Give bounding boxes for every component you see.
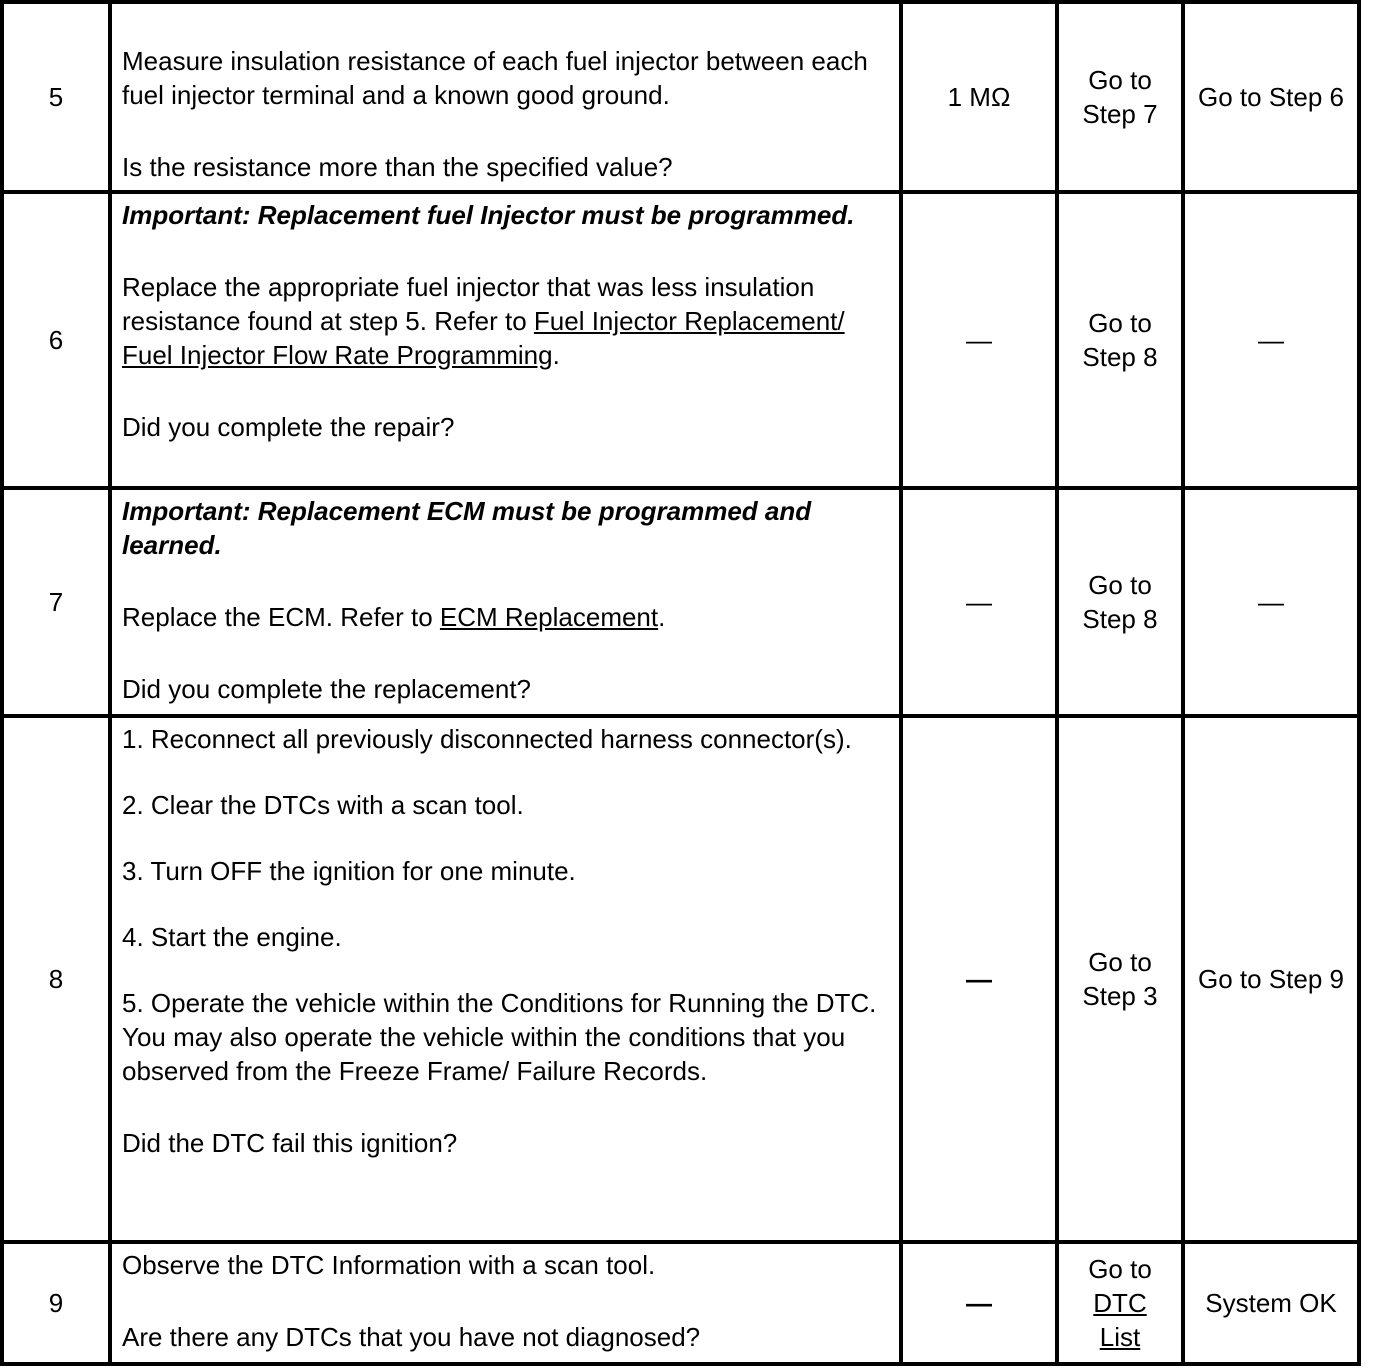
yes-text: Go to Step 7	[1082, 65, 1158, 129]
no-cell	[1183, 2, 1359, 192]
value-cell	[901, 716, 1057, 1242]
dash: —	[966, 587, 992, 617]
action-cell	[110, 1242, 901, 1364]
procedure-item: 3. Turn OFF the ignition for one minute.	[122, 856, 576, 886]
action-text: Replace the ECM. Refer to ECM Replacement.	[122, 602, 666, 632]
no-text: Go to Step 6	[1198, 82, 1344, 112]
action-cell	[110, 192, 901, 488]
value-cell	[901, 1242, 1057, 1364]
value-cell	[901, 488, 1057, 716]
value-cell	[901, 192, 1057, 488]
action-text: Replace the appropriate fuel injector that was less insulation resistance found at step 5. Refer to Fuel Injector Replacement/ Fuel Injector Flow Rate Programming.	[122, 272, 845, 370]
no-cell	[1183, 488, 1359, 716]
procedure-item: 5. Operate the vehicle within the Conditions for Running the DTC. You may also operate the vehicle within the conditions that you observed from the Freeze Frame/ Failure Records.	[122, 988, 877, 1086]
dash: —	[966, 964, 992, 994]
no-cell: System OK	[1183, 1242, 1359, 1364]
question-text: Are there any DTCs that you have not diagnosed?	[122, 1322, 701, 1352]
ecm-replacement-link[interactable]: ECM Replacement	[439, 602, 659, 632]
yes-cell	[1057, 716, 1183, 1242]
procedure-item: 2. Clear the DTCs with a scan tool.	[122, 790, 524, 820]
step-number: 9	[2, 1242, 110, 1364]
no-cell	[1183, 192, 1359, 488]
yes-text: Go to Step 8	[1082, 570, 1158, 634]
table-row	[2, 488, 1359, 716]
dash: —	[966, 325, 992, 355]
question-text: Did you complete the replacement?	[122, 674, 532, 704]
yes-text: Go to Step 3	[1082, 947, 1158, 1011]
yes-cell	[1057, 192, 1183, 488]
procedure-item: 4. Start the engine.	[122, 922, 342, 952]
no-cell	[1183, 716, 1359, 1242]
yes-cell	[1057, 2, 1183, 192]
dash: —	[1258, 587, 1284, 617]
yes-text: Go to Step 8	[1082, 308, 1158, 372]
action-text: Observe the DTC Information with a scan tool.	[122, 1250, 656, 1280]
step-number: 6	[2, 192, 110, 488]
dash: —	[1258, 325, 1284, 355]
step-number: 7	[2, 488, 110, 716]
yes-cell	[1057, 1242, 1183, 1364]
yes-text: Go to	[1088, 1254, 1152, 1284]
dash: —	[966, 1288, 992, 1318]
action-text: Measure insulation resistance of each fuel injector between each fuel injector terminal and a known good ground.	[122, 46, 868, 110]
table-row	[2, 192, 1359, 488]
important-note: Important: Replacement fuel Injector must be programmed.	[122, 200, 855, 230]
important-note: Important: Replacement ECM must be programmed and learned.	[122, 496, 812, 560]
fuel-injector-replacement-link[interactable]: Fuel Injector Replacement/ Fuel Injector Flow Rate Programming	[122, 306, 845, 370]
question-text: Is the resistance more than the specified value?	[122, 152, 673, 182]
table-row	[2, 716, 1359, 1242]
step-number: 8	[2, 716, 110, 1242]
table-row	[2, 1242, 1359, 1364]
procedure-item: 1. Reconnect all previously disconnected harness connector(s).	[122, 724, 852, 754]
question-text: Did you complete the repair?	[122, 412, 455, 442]
action-cell	[110, 2, 901, 192]
value-cell: 1 MΩ	[901, 2, 1057, 192]
question-text: Did the DTC fail this ignition?	[122, 1128, 458, 1158]
step-number: 5	[2, 2, 110, 192]
no-text: Go to Step 9	[1198, 964, 1344, 994]
table-row	[2, 2, 1359, 192]
action-cell	[110, 488, 901, 716]
yes-cell	[1057, 488, 1183, 716]
dtc-list-link[interactable]: DTC List	[1093, 1288, 1147, 1352]
action-cell	[110, 716, 901, 1242]
